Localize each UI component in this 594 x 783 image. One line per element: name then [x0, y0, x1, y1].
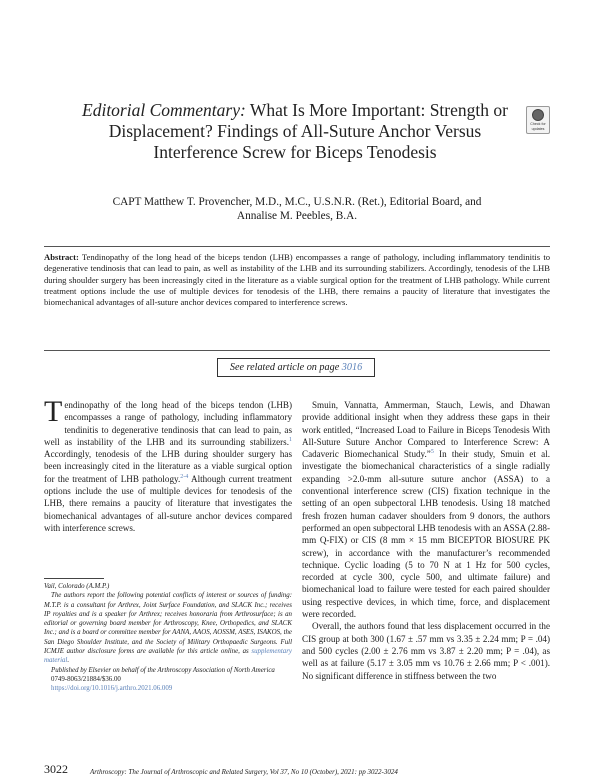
ref-1-link[interactable]: 1: [289, 436, 292, 443]
abstract-label: Abstract:: [44, 252, 79, 262]
journal-citation: Arthroscopy: The Journal of Arthroscopic and Related Surgery, Vol 37, No 10 (October), 2021: pp 3022-3024: [90, 768, 398, 776]
title-text: What Is More Important: Strength or Displacement? Findings of All-Suture Anchor Versus Interference Screw for Biceps Tenodesis: [108, 100, 508, 162]
abstract-top-rule: [44, 246, 550, 247]
left-p1-text-b: Accordingly, tenodesis of the LHB during shoulder surgery has been increasingly cited in the literature as a viable surgical option for the treatment of LHB pathology.: [44, 449, 292, 484]
abstract: [44, 252, 550, 308]
footnote-disclosure: [44, 591, 292, 665]
abstract-text: Tendinopathy of the long head of the biceps tendon (LHB) encompasses a range of pathology, including inflammatory tendinitis to degenerative tendinosis that can lead to pain, as well as instability of the LHB and its surrounding stabilizers. Accordingly, tenodesis of the LHB during shoulder surgery has been increasingly cited in the literature as a viable surgical option for the treatment of LHB pathology. While current treatment options include the use of multiple devices for tenodesis of the LHB, there remains a paucity of literature that investigates the biomechanical advantages of all-suture anchor devices compared to interference screws.: [44, 252, 550, 308]
doi-link[interactable]: https://doi.org/10.1016/j.arthro.2021.06.009: [51, 685, 173, 693]
check-for-updates-badge[interactable]: [526, 106, 550, 134]
related-prefix: See related article on page: [229, 362, 340, 373]
badge-line2: updates: [531, 127, 545, 131]
left-paragraph-1: [44, 395, 292, 534]
right-paragraph-2: Overall, the authors found that less displacement occurred in the CIS group at both 300 (1.67 ± .57 mm vs 3.35 ± 2.24 mm; P = .04) and 500 cycles (2.00 ± 2.76 mm vs 3.87 ± 2.20 mm; P = .04), as well as at failure (5.17 ± 3.05 mm vs 10.76 ± 2.66 mm; P < .001). No significant difference in stiffness between the two: [302, 621, 550, 681]
left-p1-text-a: endinopathy of the long head of the biceps tendon (LHB) encompasses a range of pathology, including inflammatory tendinitis to degenerative tendinosis that can lead to pain, as well as instability of the LHB and its surrounding stabilizers.: [44, 400, 292, 447]
related-page-link[interactable]: 3016: [341, 362, 363, 373]
disclosure-end: .: [67, 657, 70, 665]
right-p1-text-a: Smuin, Vannatta, Ammerman, Stauch, Lewis, and Dhawan provide additional insight when they address these gaps in their work entitled, “Increased Load to Failure in Biceps Tenodesis With All-Suture Suture Anchor Compared to Interference Screw: A Cadaveric Biomechanical Study.”: [302, 400, 550, 460]
author-list: CAPT Matthew T. Provencher, M.D., M.C., U.S.N.R. (Ret.), Editorial Board, and Annalise M. Peebles, B.A.: [112, 196, 482, 222]
page-footer: [44, 762, 550, 779]
right-p1-text-b: In their study, Smuin et al. investigate the biomechanical characteristics of a single radially expanding >2.0-mm all-suture suture anchor (ASSA) to a conventional interference screw (CIS) fixation technique in the setting of an open subpectoral LHB tenodesis. Using 18 matched fresh frozen human cadaver shoulders from 9 donors, the authors performed an open subpectoral LHB tenodesis with an ASSA (2.88-mm Q-FIX) or CIS (8 mm × 15 mm BICEPTOR BIOSURE PK screw), in accordance with the manufacturer’s recommended technique. Cyclic loading (5 to 70 N at 1 Hz for 500 cycles, recorded at cycle 300, cycle 500, and ultimate failure) and biomechanical load to failure were tested for each paired shoulder using respective devices, in which time, force, and displacement were recorded.: [302, 449, 550, 620]
right-column: [302, 399, 550, 682]
page-number: 3022: [44, 762, 68, 776]
footnote-affiliation: Vail, Colorado (A.M.P.): [44, 583, 110, 590]
right-paragraph-1: [302, 399, 550, 620]
left-p1-text-c: Although current treatment options include the use of multiple devices for tenodesis of the LHB, there remains a paucity of literature that investigates the biomechanical advantages of all-suture anchor devices compared with interference screws.: [44, 473, 292, 533]
related-article-box: [217, 358, 375, 377]
article-title: [80, 100, 510, 163]
title-italic-prefix: Editorial Commentary:: [82, 100, 246, 120]
check-updates-icon: [532, 109, 544, 121]
ref-2-4-link[interactable]: 2-4: [180, 473, 189, 480]
footnotes: [44, 582, 292, 694]
badge-line1: Check for: [530, 122, 546, 126]
supplementary-material-link[interactable]: supplementary material: [44, 648, 292, 665]
abstract-bottom-rule: [44, 350, 550, 351]
footnote-published: Published by Elsevier on behalf of the Arthroscopy Association of North America: [51, 666, 275, 674]
drop-cap: T: [44, 395, 63, 428]
disclosure-text: The authors report the following potential conflicts of interest or sources of funding: M.T.P. is a consultant for Arthrex, Joint Surface Foundation, and SLACK Inc.; receives IP royalties and is a speaker for Arthrex; receives honoraria from Arthrosurface; is an editorial or governing board member for Arthroscopy, Knee, Orthopedics, and SLACK Inc.; and is a board or committee member for AANA, AAOS, AOSSM, ASES, ISAKOS, the San Diego Shoulder Institute, and the Society of Military Orthopaedic Surgeons. Full ICMJE author disclosure forms are available for this article online, as: [44, 592, 292, 656]
left-column: [44, 395, 292, 534]
footnote-rule: [44, 578, 104, 579]
footnote-issn: 0749-8063/21884/$36.00: [51, 675, 121, 683]
ref-5-link[interactable]: 5: [430, 449, 434, 456]
